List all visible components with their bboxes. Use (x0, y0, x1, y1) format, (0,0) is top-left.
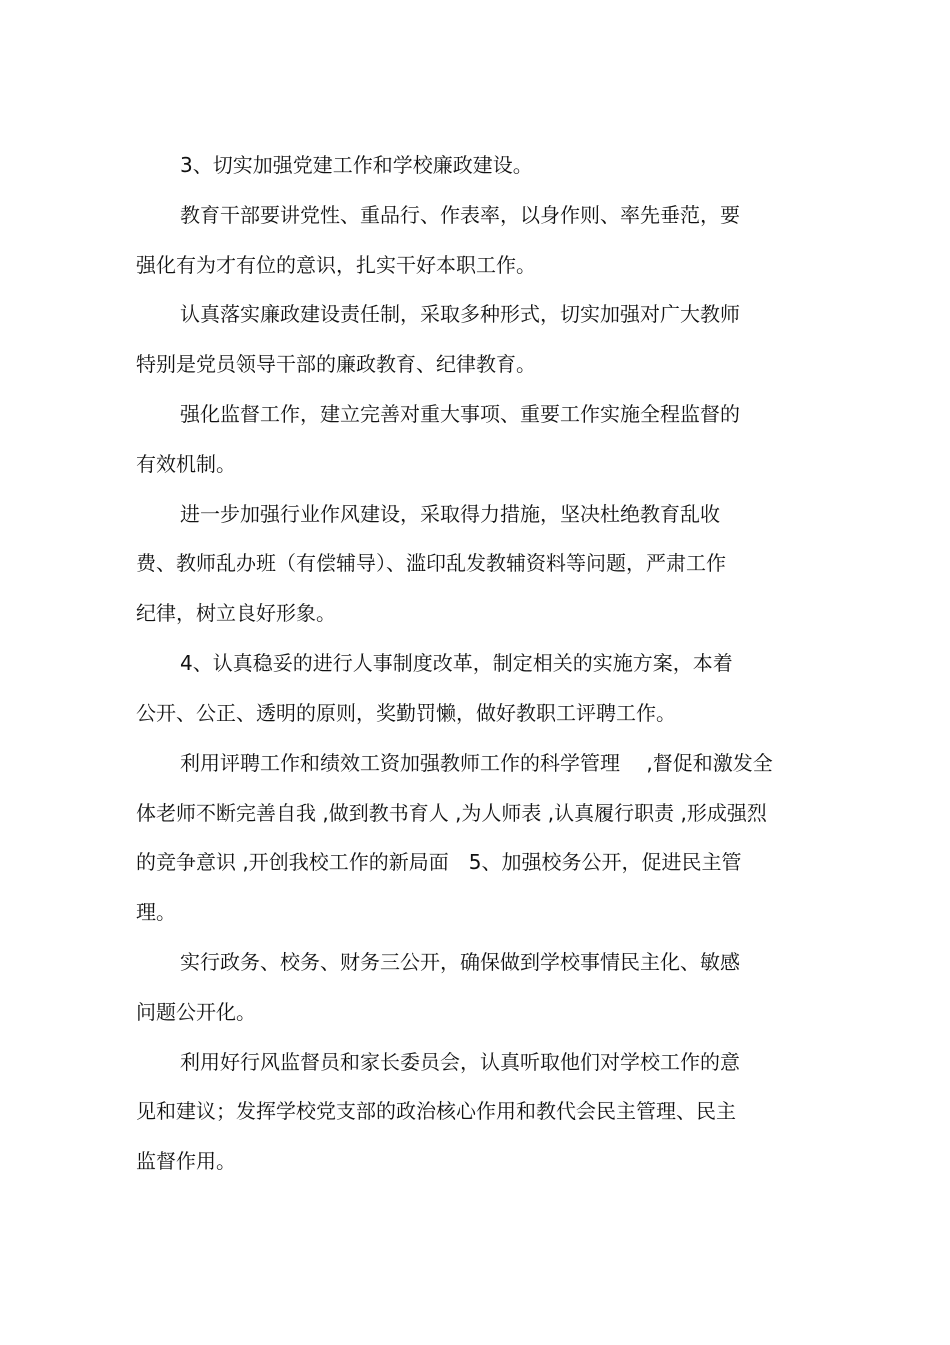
paragraph-8-line-2: 问题公开化。 (136, 1000, 256, 1024)
paragraph-5-line-1: 进一步加强行业作风建设，采取得力措施，坚决杜绝教育乱收 (180, 502, 720, 526)
paragraph-5-line-2: 费、教师乱办班（有偿辅导）、滥印乱发教辅资料等问题，严肃工作 (136, 551, 726, 575)
paragraph-7-line-1: 利用评聘工作和绩效工资加强教师工作的科学管理 ,督促和激发全 (180, 751, 773, 775)
paragraph-9-line-2: 见和建议；发挥学校党支部的政治核心作用和教代会民主管理、民主 (136, 1099, 736, 1123)
paragraph-2-line-1: 教育干部要讲党性、重品行、作表率，以身作则、率先垂范，要 (180, 203, 740, 227)
paragraph-7-line-3: 的竞争意识 ,开创我校工作的新局面 5、加强校务公开，促进民主管 (136, 850, 742, 874)
paragraph-6-line-2: 公开、公正、透明的原则，奖勤罚懒，做好教职工评聘工作。 (136, 701, 676, 725)
paragraph-2-line-2: 强化有为才有位的意识，扎实干好本职工作。 (136, 253, 536, 277)
paragraph-5-line-3: 纪律，树立良好形象。 (136, 601, 336, 625)
paragraph-4-line-2: 有效机制。 (136, 452, 236, 476)
paragraph-8-line-1: 实行政务、校务、财务三公开，确保做到学校事情民主化、敏感 (180, 950, 740, 974)
paragraph-3-line-1: 认真落实廉政建设责任制，采取多种形式，切实加强对广大教师 (180, 302, 740, 326)
paragraph-9-line-3: 监督作用。 (136, 1149, 236, 1173)
paragraph-7-line-2: 体老师不断完善自我 ,做到教书育人 ,为人师表 ,认真履行职责 ,形成强烈 (136, 801, 767, 825)
paragraph-1-line-1: 3、切实加强党建工作和学校廉政建设。 (180, 153, 533, 177)
paragraph-6-line-1: 4、认真稳妥的进行人事制度改革，制定相关的实施方案，本着 (180, 651, 733, 675)
paragraph-9-line-1: 利用好行风监督员和家长委员会，认真听取他们对学校工作的意 (180, 1050, 740, 1074)
paragraph-7-line-4: 理。 (136, 900, 176, 924)
paragraph-4-line-1: 强化监督工作，建立完善对重大事项、重要工作实施全程监督的 (180, 402, 740, 426)
paragraph-3-line-2: 特别是党员领导干部的廉政教育、纪律教育。 (136, 352, 536, 376)
